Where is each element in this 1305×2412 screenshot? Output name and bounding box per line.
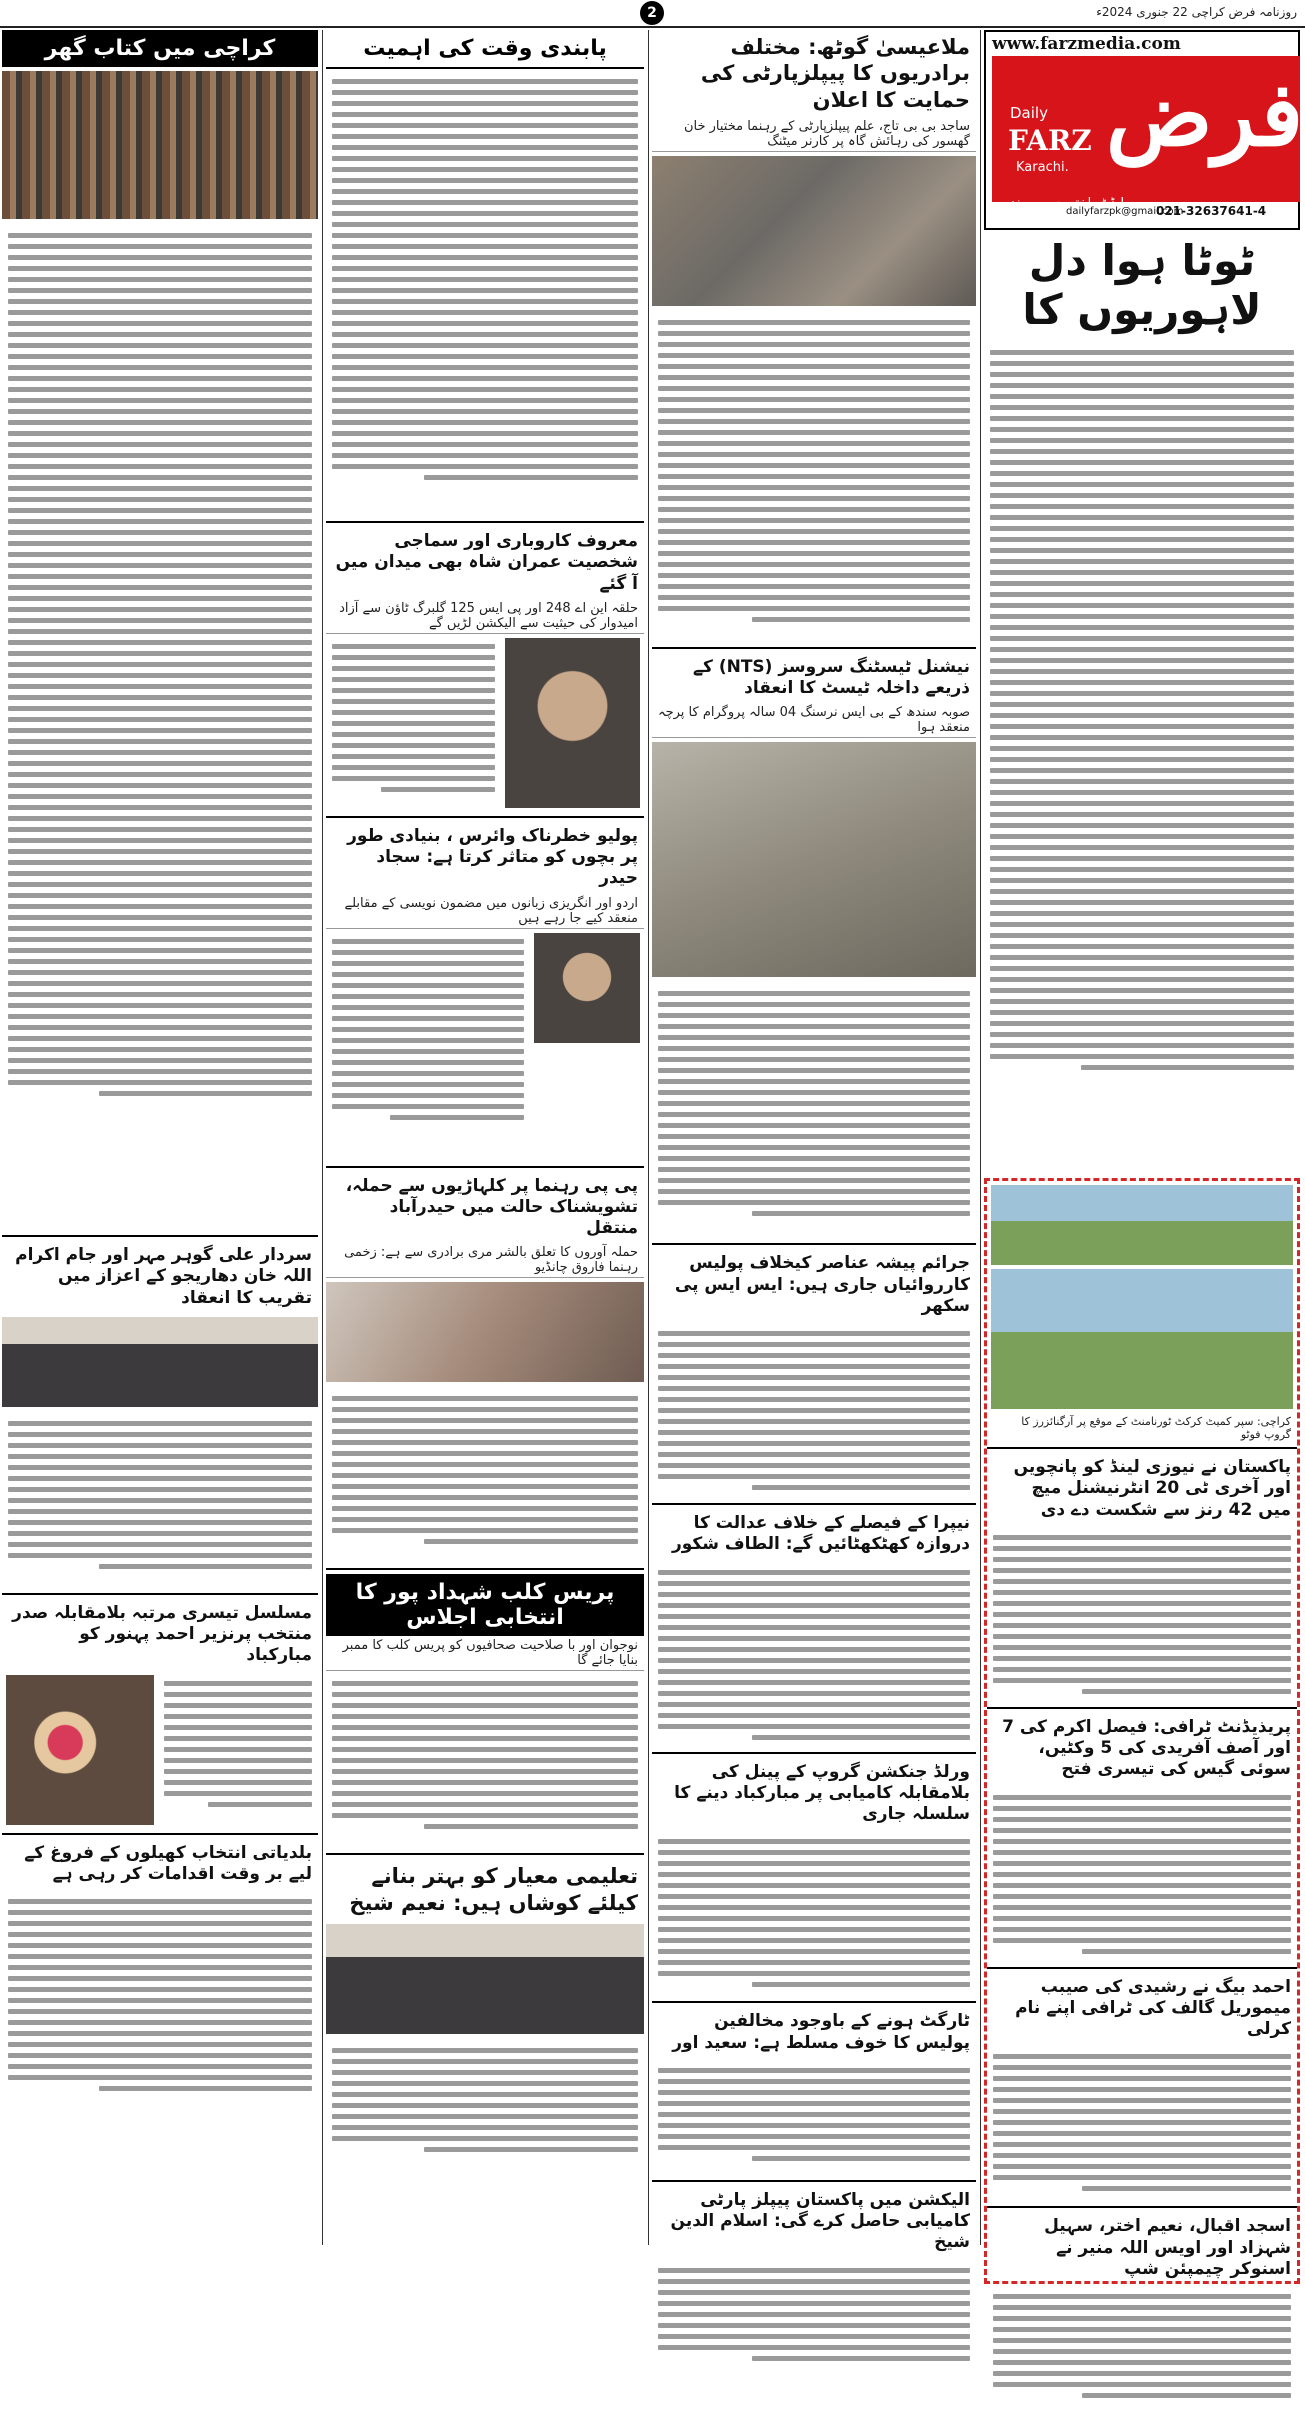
imran-shah-photo xyxy=(505,638,640,808)
right-column xyxy=(984,30,1304,2284)
headline-islamuddin: الیکشن میں پاکستان پیپلز پارٹی کامیابی حاصل کرے گی: اسلام الدین شیخ xyxy=(670,2189,970,2253)
column-rule xyxy=(322,30,323,2245)
sub-press-club: نوجوان اور با صلاحیت صحافیوں کو پریس کلب کا ممبر بنایا جائے گا xyxy=(326,1636,644,1671)
injured-photo xyxy=(326,1282,644,1382)
headline-ceremony: سردار علی گوہر مہر اور جام اکرام اللہ خان دھاریجو کے اعزاز میں تقریب کا انعقاد xyxy=(15,1245,312,1308)
headline-polio: پولیو خطرناک وائرس ، بنیادی طور پر بچوں کو متاثر کرتا ہے: سجاد حیدر xyxy=(347,825,638,889)
sports-banner-image xyxy=(991,1185,1293,1265)
masthead-logo-urdu: فرض xyxy=(1106,62,1304,166)
cricket-group-photo xyxy=(991,1269,1293,1409)
sports-headline-4: اسجد اقبال، نعیم اختر، سہیل شہزاد اور اویس اللہ منیر نے اسنوکر چیمپئن شپ xyxy=(1044,2216,1291,2279)
sub-pp-support: ساجد بی بی تاج، علم پیپلزپارٹی کے رہنما مختیار خان گھسور کی رہائش گاہ پر کارنر میٹنگ xyxy=(652,117,976,152)
dateline: روزنامہ فرض کراچی 22 جنوری 2024ء xyxy=(1096,5,1297,19)
sajjad-haider-photo xyxy=(534,933,640,1043)
sports-section xyxy=(984,1178,1300,2284)
column-four xyxy=(2,30,318,2117)
editorial-body xyxy=(984,340,1300,1178)
headline-sports-promotion: بلدیاتی انتخاب کھیلوں کے فروغ کے لیے بر وقت اقدامات کر رہی ہے xyxy=(24,1842,312,1884)
ceremony-photo xyxy=(2,1317,318,1407)
masthead-city: Karachi. xyxy=(1016,160,1069,175)
column-two xyxy=(652,30,976,2386)
sports-headline-1: پاکستان نے نیوزی لینڈ کو پانچویں اور آخری ٹی 20 انٹرنیشنل میچ میں 42 رنز سے شکست دے دی xyxy=(1013,1457,1291,1520)
exam-hall-photos xyxy=(652,742,976,977)
column-title-punctuality: پابندی وقت کی اہمیت xyxy=(326,30,644,69)
headline-education: تعلیمی معیار کو بہتر بنانے کیلئے کوشاں ہیں: نعیم شیخ xyxy=(349,1864,638,1915)
headline-world-junction: ورلڈ جنکشن گروپ کے پینل کی بلامقابلہ کامیابی پر مبارکباد دینے کا سلسلہ جاری xyxy=(674,1761,970,1824)
sub-polio: اردو اور انگریزی زبانوں میں مضمون نویسی کے مقابلے منعقد کیے جا رہے ہیں xyxy=(326,894,644,929)
sub-nts: صوبہ سندھ کے بی ایس نرسنگ 04 سالہ پروگرام کا پرچہ منعقد ہوا xyxy=(652,703,976,738)
masthead-daily: Daily xyxy=(1010,104,1048,122)
headline-ssp-sukkur: جرائم پیشہ عناصر کیخلاف پولیس کارروائیاں جاری ہیں: ایس ایس پی سکھر xyxy=(674,1253,970,1316)
headline-pp-support: ملاعیسیٰ گوٹھ: مختلف برادریوں کا پیپلزپارٹی کی حمایت کا اعلان xyxy=(700,35,970,112)
headline-press-club: پریس کلب شہداد پور کا انتخابی اجلاس xyxy=(326,1574,644,1636)
page-number: 2 xyxy=(640,1,664,25)
sub-imran-shah: حلقہ این اے 248 اور پی ایس 125 گلبرگ ٹاؤن سے آزاد امیدوار کی حیثیت سے الیکشن لڑیں گے xyxy=(326,599,644,634)
bookshop-photo xyxy=(2,71,318,219)
masthead-phone: 021-32637641-4 xyxy=(1156,204,1267,218)
masthead-email[interactable]: dailyfarzpk@gmail.com xyxy=(1066,206,1184,217)
sports-headline-2: پریذیڈنٹ ٹرافی: فیصل اکرم کی 7 اور آصف آفریدی کی 5 وکٹیں، سوئی گیس کی تیسری فتح xyxy=(1002,1716,1291,1780)
education-group-photo xyxy=(326,1924,644,2034)
headline-axe-attack: پی پی رہنما پر کلہاڑیوں سے حملہ، تشویشناک حالت میں حیدرآباد منتقل xyxy=(345,1175,638,1238)
top-bar xyxy=(0,0,1305,28)
headline-saeed: ٹارگٹ ہونے کے باوجود مخالفین پولیس کا خوف مسلط ہے: سعید اور xyxy=(672,2011,970,2053)
sub-axe-attack: حملہ آوروں کا تعلق بالشر مری برادری سے ہے: زخمی رہنما فاروق چانڈیو xyxy=(326,1243,644,1278)
masthead xyxy=(984,30,1304,230)
column-rule xyxy=(980,30,981,2245)
column-rule xyxy=(648,30,649,2245)
sports-headline-3: احمد بیگ نے رشیدی کی صیبب میموریل گالف کی ٹرافی اپنے نام کرلی xyxy=(1015,1976,1291,2039)
editorial-title: ٹوٹا ہوا دل لاہوریوں کا xyxy=(1022,236,1262,334)
masthead-editor: ایڈیٹر اختر حسین رند xyxy=(1010,196,1125,211)
sports-caption: کراچی: سپر کمیٹ کرکٹ ٹورنامنٹ کے موقع پر آرگنائزرز کا گروپ فوٹو xyxy=(1021,1415,1291,1441)
headline-nepra: نیپرا کے فیصلے کے خلاف عدالت کا دروازہ کھٹکھٹائیں گے: الطاف شکور xyxy=(671,1513,970,1555)
headline-nts: نیشنل ٹیسٹنگ سروسز (NTS) کے ذریعے داخلہ ٹیسٹ کا انعقاد xyxy=(693,656,970,698)
garland-photo xyxy=(6,1675,154,1825)
meeting-photo xyxy=(652,156,976,306)
headline-third-term: مسلسل تیسری مرتبہ بلامقابلہ صدر منتخب پرنزیر احمد پہنور کو مبارکباد xyxy=(12,1602,312,1666)
column-title-book-house: کراچی میں کتاب گھر xyxy=(2,30,318,67)
column-three xyxy=(326,30,644,2176)
masthead-url[interactable]: www.farzmedia.com xyxy=(992,34,1181,54)
headline-imran-shah: معروف کاروباری اور سماجی شخصیت عمران شاہ بھی میدان میں آ گئے xyxy=(335,531,638,594)
masthead-name-en: FARZ xyxy=(1008,124,1092,157)
